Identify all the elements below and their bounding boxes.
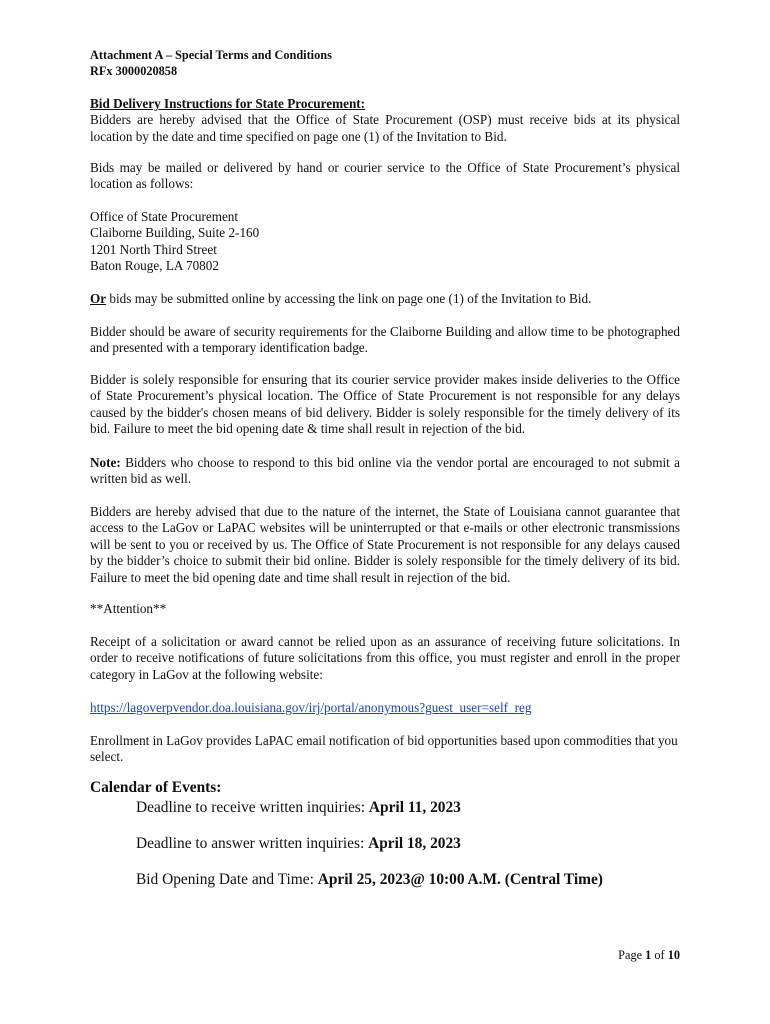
address-line: 1201 North Third Street: [90, 241, 217, 257]
page-number: [618, 948, 680, 963]
page-word: Page: [618, 948, 646, 962]
event-label: Deadline to receive written inquiries:: [136, 799, 369, 816]
page-current: 1: [645, 948, 652, 962]
bid-delivery-section: [90, 96, 680, 145]
calendar-event: [136, 799, 461, 817]
mailing-address: [90, 209, 680, 275]
event-label: Bid Opening Date and Time:: [136, 871, 318, 888]
paragraph-enrollment: Enrollment in LaGov provides LaPAC email notification of bid opportunities based upon commodities that you select.: [90, 733, 678, 765]
registration-link-line: [90, 700, 680, 716]
header-rfx-number: RFx 3000020858: [90, 64, 178, 78]
note-text: Bidders who choose to respond to this bid online via the vendor portal are encouraged to not submit a written bid as well.: [90, 455, 680, 487]
calendar-event: [136, 835, 461, 853]
section-title: Bid Delivery Instructions for State Procurement:: [90, 96, 366, 111]
paragraph-note: [90, 455, 680, 488]
note-label: Note:: [90, 455, 121, 470]
of-word: of: [651, 948, 668, 962]
event-date: April 18, 2023: [368, 835, 461, 852]
paragraph-receipt: Receipt of a solicitation or award cannot be relied upon as an assurance of receiving future solicitations. In order to receive notifications of future solicitations from this office, you must register and enroll in the proper category in LaGov at the following website:: [90, 634, 680, 682]
paragraph-online: [90, 291, 680, 307]
address-line: Claiborne Building, Suite 2-160: [90, 225, 260, 241]
event-date: April 11, 2023: [368, 799, 461, 816]
calendar-event: [136, 871, 603, 889]
page-total: 10: [667, 948, 680, 962]
paragraph-courier: Bidder is solely responsible for ensuring that its courier service provider makes inside deliveries to the Office of State Procurement’s physical location. The Office of State Procurement is not responsible for any delays caused by the bidder's chosen means of bid delivery. Bidder is solely responsible for the timely delivery of its bid. Failure to meet the bid opening date & time shall result in rejection of the bid.: [90, 372, 680, 437]
paragraph-mailed: Bids may be mailed or delivered by hand or courier service to the Office of State Procurement’s physical location as follows:: [90, 160, 680, 192]
header-attachment-title: Attachment A – Special Terms and Conditions: [90, 48, 332, 62]
document-header: [90, 47, 680, 79]
event-date: April 25, 2023@ 10:00 A.M. (Central Time): [317, 871, 603, 888]
paragraph-internet: Bidders are hereby advised that due to the nature of the internet, the State of Louisiana cannot guarantee that access to the LaGov or LaPAC websites will be uninterrupted or that e-mails or other electronic transmissions will be sent to you or received by us. The Office of State Procurement is not responsible for any delays caused by the bidder’s choice to submit their bid online. Bidder is solely responsible for the timely delivery of its bid. Failure to meet the bid opening date and time shall result in rejection of the bid.: [90, 504, 680, 585]
calendar-title: Calendar of Events:: [90, 779, 222, 796]
address-line: Office of State Procurement: [90, 209, 239, 224]
event-label: Deadline to answer written inquiries:: [136, 835, 369, 852]
registration-link[interactable]: https://lagoverpvendor.doa.louisiana.gov/irj/portal/anonymous?guest_user=self_reg: [90, 700, 532, 715]
address-line: Baton Rouge, LA 70802: [90, 258, 219, 274]
paragraph-advised: Bidders are hereby advised that the Office of State Procurement (OSP) must receive bids at its physical location by the date and time specified on page one (1) of the Invitation to Bid.: [90, 112, 680, 144]
attention-marker: **Attention**: [90, 601, 167, 616]
or-keyword: Or: [90, 291, 107, 306]
paragraph-security: Bidder should be aware of security requirements for the Claiborne Building and allow time to be photographed and presented with a temporary identification badge.: [90, 324, 680, 356]
online-text: bids may be submitted online by accessing the link on page one (1) of the Invitation to Bid.: [106, 291, 592, 306]
